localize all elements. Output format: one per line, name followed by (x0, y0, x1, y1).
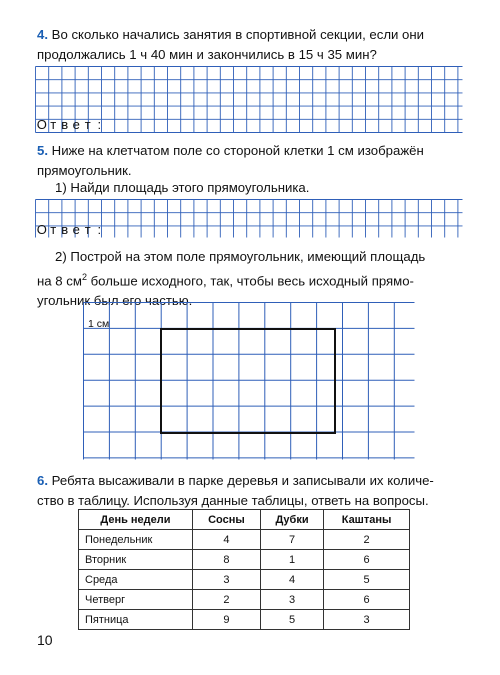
header-pines: Сосны (192, 510, 260, 530)
task5-question1: 1) Найди площадь этого прямоугольника. (55, 180, 310, 195)
task5-q2-line1: 2) Построй на этом поле прямоугольник, имеющий площадь (55, 249, 426, 264)
task5-q2-line3: угольник был его частью. (37, 293, 193, 309)
table-row: Среда 3 4 5 (79, 570, 410, 590)
rectangle-grid-field[interactable] (83, 302, 415, 460)
task6-line2: ство в таблицу. Используя данные таблицы, ответь на вопросы. (37, 493, 429, 508)
task4-text (37, 25, 467, 65)
page-number: 10 (37, 632, 53, 648)
task4-answer-label: О т в е т : (36, 117, 102, 132)
task4-number: 4. (37, 27, 48, 42)
task4-line2: продолжались 1 ч 40 мин и закончились в 15 ч 35 мин? (37, 47, 377, 62)
task4-line1: Во сколько начались занятия в спортивной секции, если они (51, 27, 425, 42)
task5-q2-line2: на 8 $см^2$ больше исходного, так, чтобы весь исходный прямо- (37, 272, 414, 289)
table-row: Понедельник 4 7 2 (79, 530, 410, 550)
header-chestnuts: Каштаны (324, 510, 410, 530)
task5-line1: Ниже на клетчатом поле со стороной клетки 1 см изображён (51, 143, 424, 158)
task6-line1: Ребята высаживали в парке деревья и записывали их количе- (51, 473, 434, 488)
task5-text (37, 141, 467, 181)
task5-line2: прямоугольник. (37, 163, 132, 178)
task6-text (37, 471, 467, 511)
table-row: Четверг 2 3 6 (79, 590, 410, 610)
table-header-row (79, 510, 410, 530)
header-day: День недели (79, 510, 193, 530)
task6-number: 6. (37, 473, 48, 488)
grid-scale-label: 1 см (88, 318, 110, 330)
table-row: Вторник 8 1 6 (79, 550, 410, 570)
table-row: Пятница 9 5 3 (79, 610, 410, 630)
task5-answer-label: О т в е т : (36, 222, 102, 237)
task5-number: 5. (37, 143, 48, 158)
header-oaks: Дубки (260, 510, 323, 530)
trees-table (78, 509, 410, 630)
